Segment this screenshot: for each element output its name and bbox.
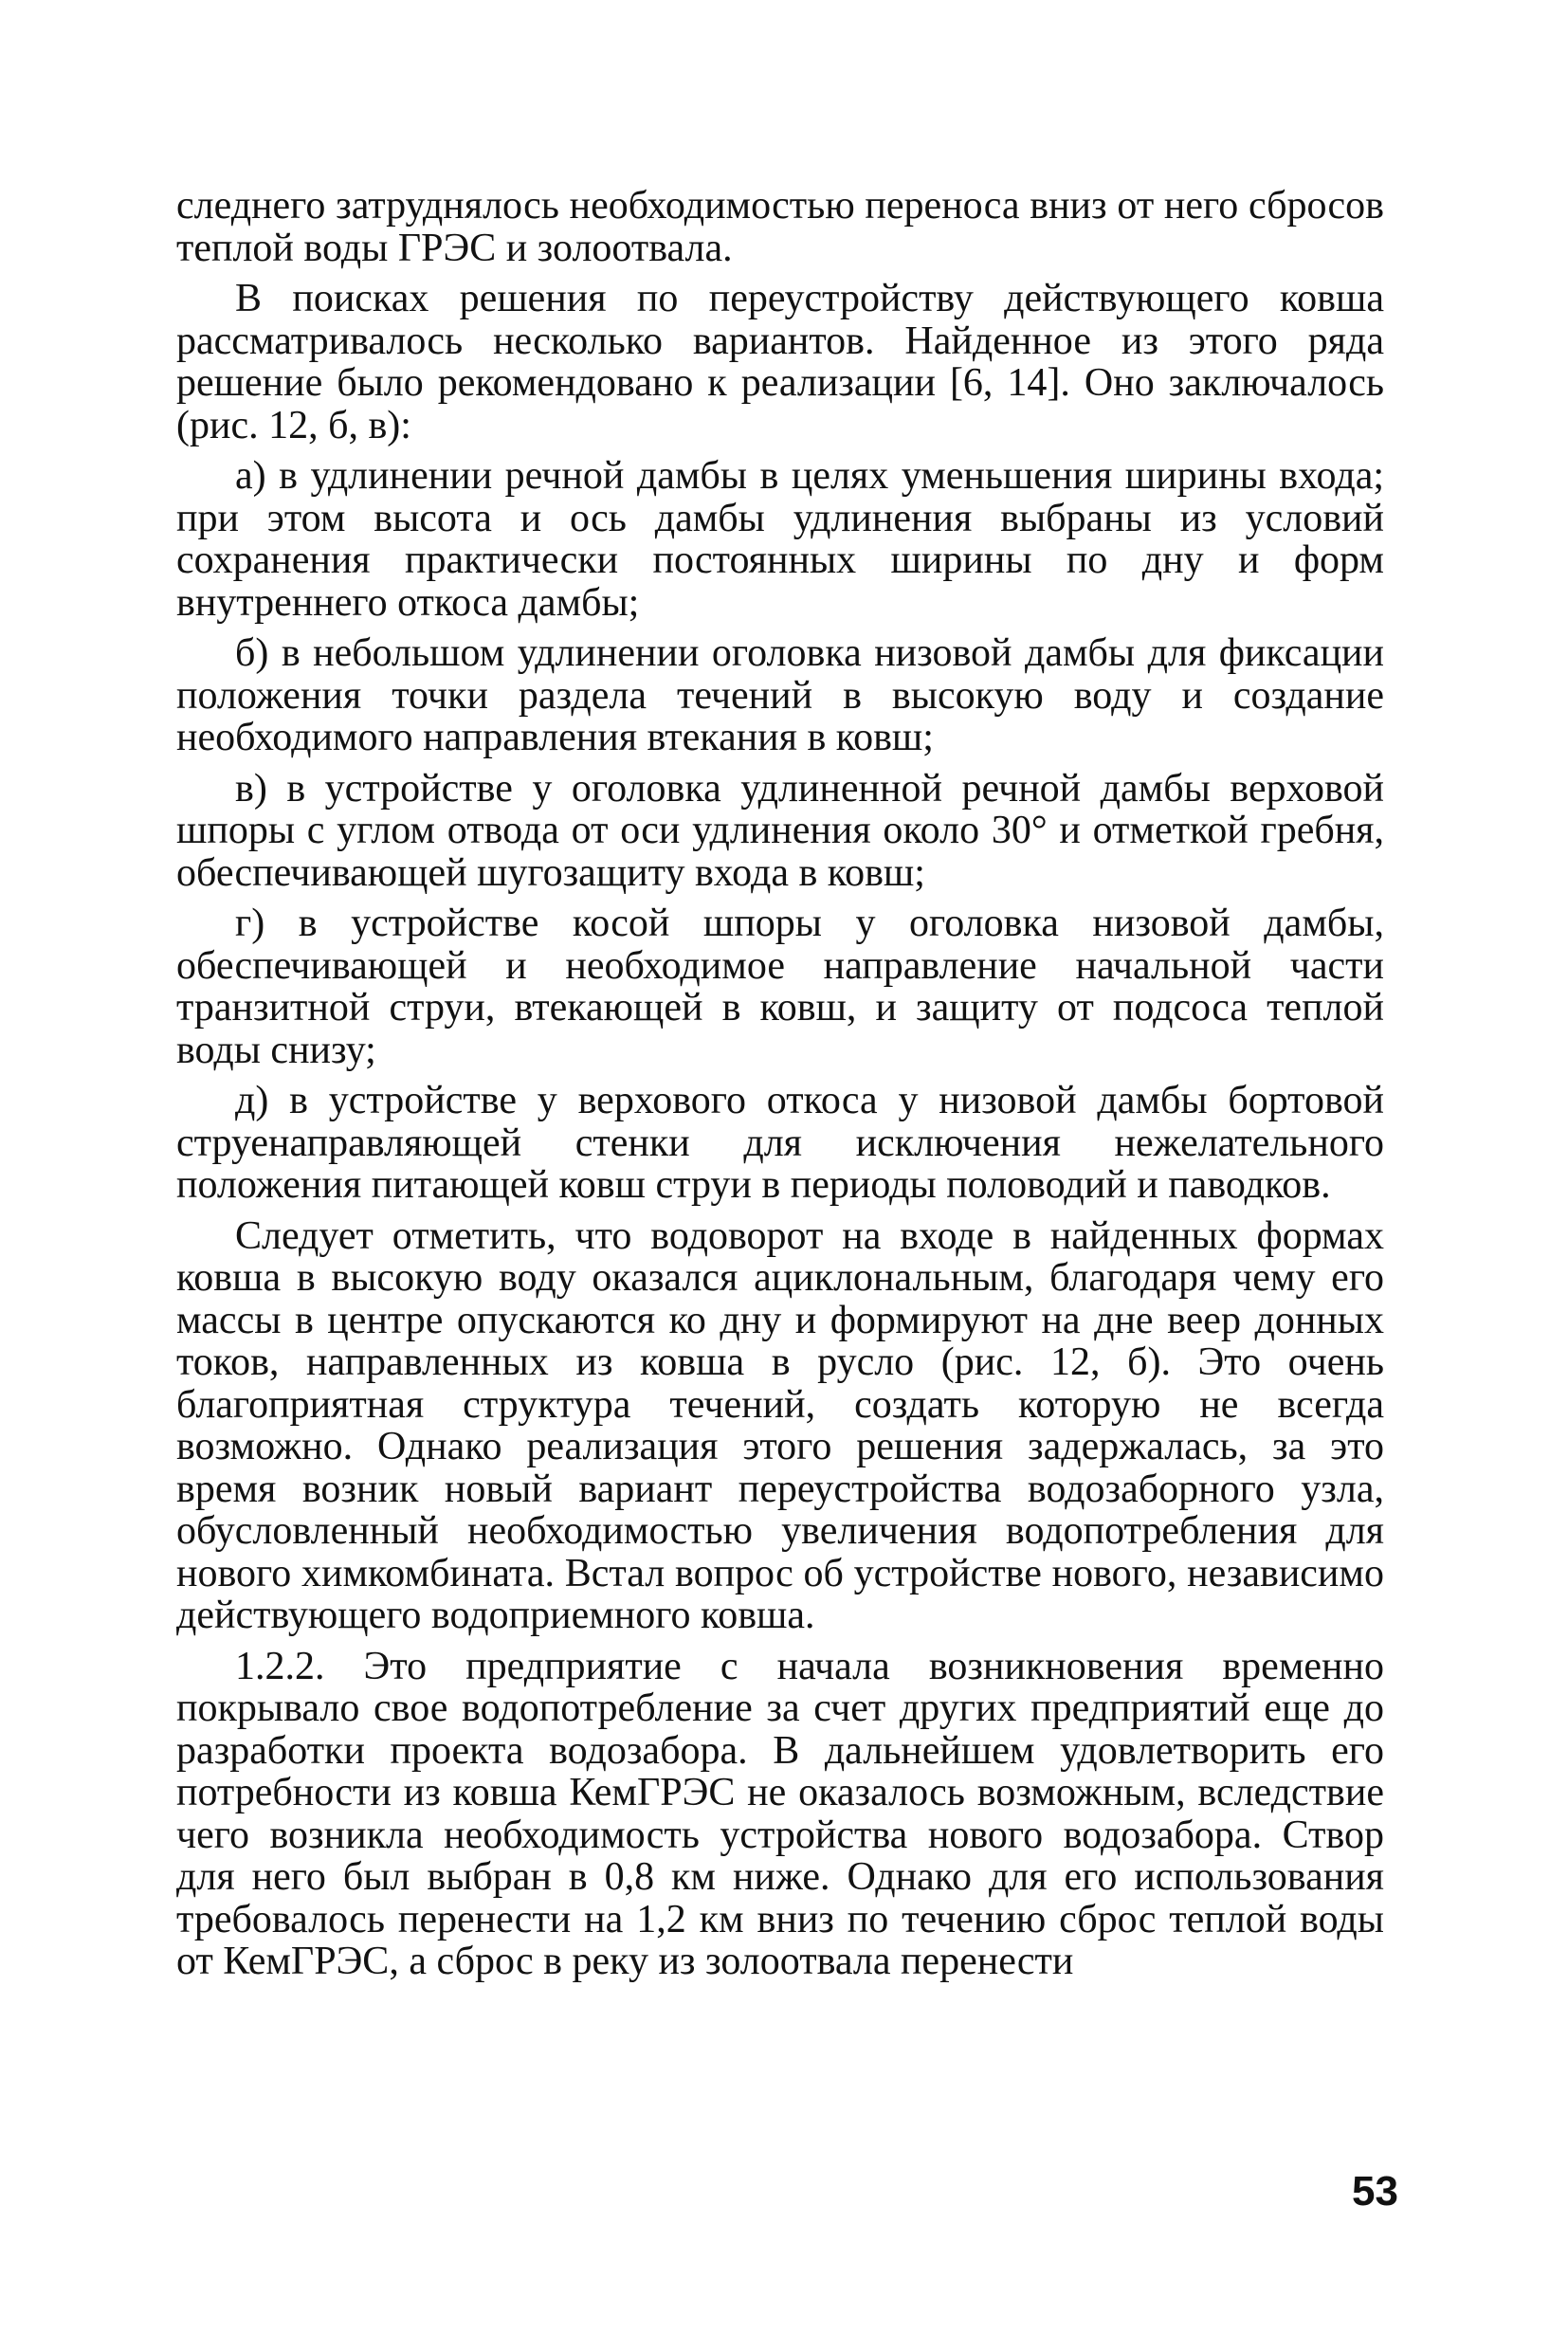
list-item-a: а) в удлинении речной дамбы в целях уменьшения ширины входа; при этом высота и ось дамбы удлинения выбраны из условий сохранения практически постоянных ширины по дну и форм внутреннего откоса дамбы; bbox=[176, 454, 1384, 625]
page-body bbox=[176, 185, 1384, 1992]
paragraph-vortex: Следует отметить, что водоворот на входе в найденных формах ковша в высокую воду оказался ациклональным, благодаря чему его массы в центре опускаются ко дну и формируют на дне веер донных токов, направленных из ковша в русло (рис. 12, б). Это очень благоприятная структура течений, создать которую не всегда возможно. Однако реализация этого решения задержалась, за это время возник новый вариант переустройства водозаборного узла, обусловленный необходимостью увеличения водопотребления для нового химкомбината. Встал вопрос об устройстве нового, независимо действующего водоприемного ковша. bbox=[176, 1213, 1384, 1637]
list-item-v: в) в устройстве у оголовка удлиненной речной дамбы верховой шпоры с углом отвода от оси удлинения около 30° и отметкой гребня, обеспечивающей шугозащиту входа в ковш; bbox=[176, 766, 1384, 895]
paragraph-continuation: следнего затруднялось необходимостью переноса вниз от него сбросов теплой воды ГРЭС и золоотвала. bbox=[176, 184, 1384, 270]
list-item-b: б) в небольшом удлинении оголовка низовой дамбы для фиксации положения точки раздела течений в высокую воду и создание необходимого направления втекания в ковш; bbox=[176, 631, 1384, 759]
paragraph-search-solution: В поисках решения по переустройству действующего ковша рассматривалось несколько вариантов. Найденное из этого ряда решение было рекомендовано к реализации [6, 14]. Оно заключалось (рис. 12, б, в): bbox=[176, 277, 1384, 447]
page-number: 53 bbox=[1352, 2168, 1398, 2214]
list-item-d: д) в устройстве у верхового откоса у низовой дамбы бортовой струенаправляющей стенки для исключения нежелательного положения питающей ковш струи в периоды половодий и паводков. bbox=[176, 1079, 1384, 1207]
list-item-g: г) в устройстве косой шпоры у оголовка низовой дамбы, обеспечивающей и необходимое направление начальной части транзитной струи, втекающей в ковш, и защиту от подсоса теплой воды снизу; bbox=[176, 902, 1384, 1072]
paragraph-section-1-2-2: 1.2.2. Это предприятие с начала возникновения временно покрывало свое водопотребление за счет других предприятий еще до разработки проекта водозабора. В дальнейшем удовлетворить его потребности из ковша КемГРЭС не оказалось возможным, вследствие чего возникла необходимость устройства нового водозабора. Створ для него был выбран в 0,8 км ниже. Однако для его использования требовалось перенести на 1,2 км вниз по течению сброс теплой воды от КемГРЭС, а сброс в реку из золоотвала перенести bbox=[176, 1644, 1384, 1983]
